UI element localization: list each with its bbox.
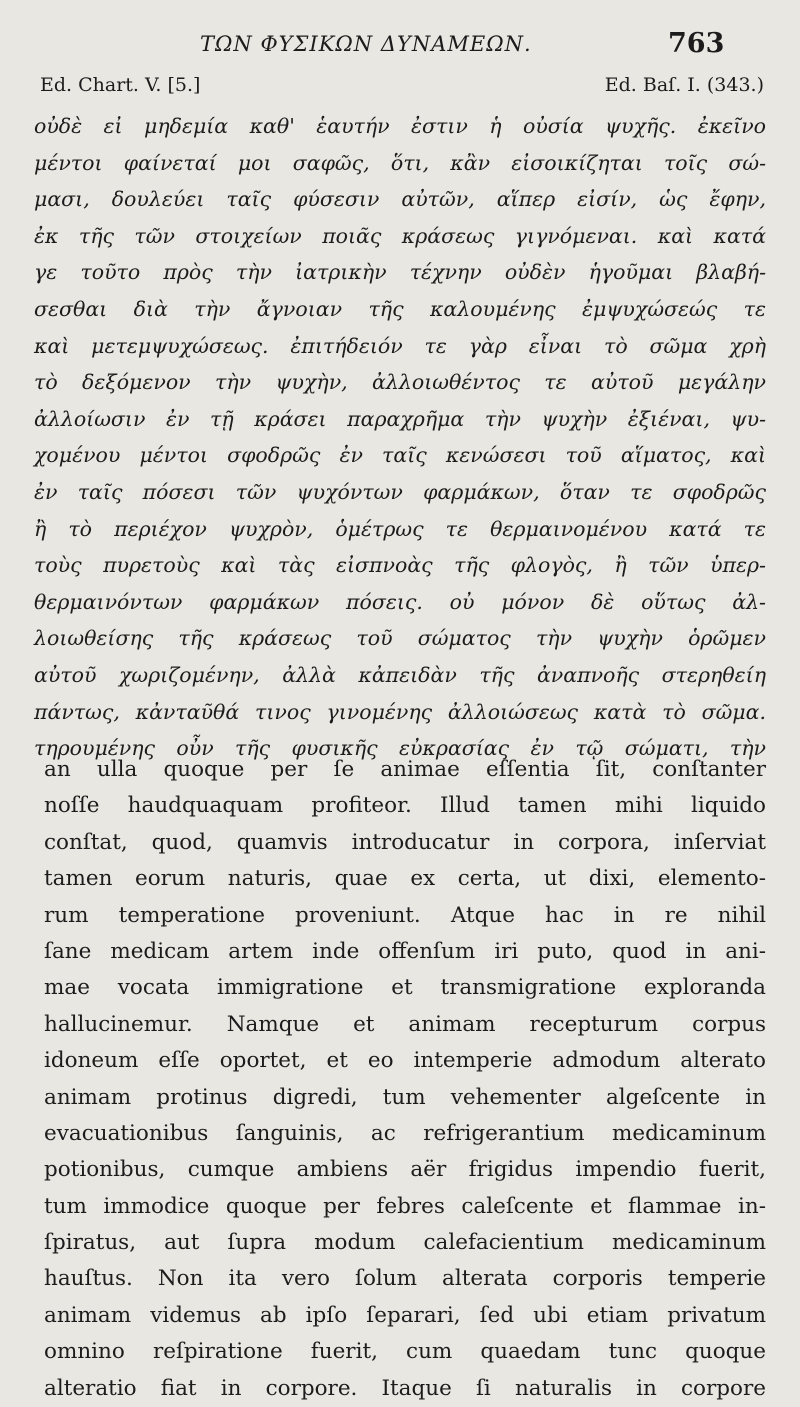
latin-text-line: conſtat, quod, quamvis introducatur in corpora, inſerviat	[44, 829, 766, 855]
edition-reference-right: Ed. Baſ. I. (343.)	[604, 74, 764, 96]
latin-text-line: animam protinus digredi, tum vehementer algeſcente in	[44, 1084, 766, 1110]
greek-text-line: λοιωθείσης τῆς κράσεως τοῦ σώματος τὴν ψυχὴν ὁρῶμεν	[34, 626, 766, 651]
latin-text-line: tum immodice quoque per febres caleſcente et flammae in-	[44, 1193, 766, 1219]
greek-text-line: ἐκ τῆς τῶν στοιχείων ποιᾶς κράσεως γιγνόμεναι. καὶ κατά	[34, 223, 766, 248]
edition-line	[40, 74, 764, 102]
greek-text-line: τὸ δεξόμενον τὴν ψυχὴν, ἀλλοιωθέντος τε αὐτοῦ μεγάλην	[34, 370, 766, 395]
latin-text-line: mae vocata immigratione et transmigratione exploranda	[44, 975, 766, 1001]
greek-text-line: γε τοῦτο πρὸς τὴν ἰατρικὴν τέχνην οὐδὲν ἡγοῦμαι βλαβή-	[34, 260, 766, 285]
greek-text-line: θερμαινόντων φαρμάκων πόσεις. οὐ μόνον δὲ οὕτως ἀλ-	[34, 589, 766, 614]
latin-text-line: hallucinemur. Namque et animam recepturum corpus	[44, 1011, 766, 1037]
running-head	[0, 28, 800, 62]
latin-text-line: tamen eorum naturis, quae ex certa, ut dixi, elemento-	[44, 866, 766, 892]
greek-text-line: ἐν ταῖς πόσεσι τῶν ψυχόντων φαρμάκων, ὅταν τε σφοδρῶς	[34, 479, 766, 504]
latin-text-block	[44, 752, 766, 1407]
greek-text-line: ἢ τὸ περιέχον ψυχρὸν, ὁμέτρως τε θερμαινομένου κατά τε	[34, 516, 766, 541]
greek-text-line: αὐτοῦ χωριζομένην, ἀλλὰ κἀπειδὰν τῆς ἀναπνοῆς στερηθείη	[34, 662, 766, 687]
greek-text-line: πάντως, κἀνταῦθά τινος γινομένης ἀλλοιώσεως κατὰ τὸ σῶμα.	[34, 699, 766, 724]
greek-text-line: ἀλλοίωσιν ἐν τῇ κράσει παραχρῆμα τὴν ψυχὴν ἐξιέναι, ψυ-	[34, 406, 766, 431]
greek-text-line: χομένου μέντοι σφοδρῶς ἐν ταῖς κενώσεσι τοῦ αἵματος, καὶ	[34, 443, 766, 468]
latin-text-line: omnino reſpiratione fuerit, cum quaedam tunc quoque	[44, 1339, 766, 1365]
latin-text-line: ſane medicam artem inde offenſum iri puto, quod in ani-	[44, 938, 766, 964]
greek-text-line: οὐδὲ εἰ μηδεμία καθ' ἑαυτήν ἐστιν ἡ οὐσία ψυχῆς. ἐκεῖνο	[34, 114, 766, 138]
page-number: 763	[668, 28, 725, 59]
latin-text-line: hauſtus. Non ita vero ſolum alterata corporis temperie	[44, 1266, 766, 1292]
latin-text-line: alteratio fiat in corpore. Itaque ſi naturalis in corpore	[44, 1375, 766, 1401]
greek-text-line: καὶ μετεμψυχώσεως. ἐπιτήδειόν τε γὰρ εἶναι τὸ σῶμα χρὴ	[34, 333, 766, 358]
latin-text-line: an ulla quoque per ſe animae eſſentia ſit, conſtanter	[44, 757, 766, 782]
latin-text-line: evacuationibus ſanguinis, ac refrigerantium medicaminum	[44, 1120, 766, 1146]
greek-text-line: μέντοι φαίνεταί μοι σαφῶς, ὅτι, κἂν εἰσοικίζηται τοῖς σώ-	[34, 150, 766, 175]
edition-reference-left: Ed. Chart. V. [5.]	[40, 74, 201, 96]
latin-text-line: rum temperatione proveniunt. Atque hac in re nihil	[44, 902, 766, 928]
greek-text-line: τοὺς πυρετοὺς καὶ τὰς εἰσπνοὰς τῆς φλογὸς, ἢ τῶν ὑπερ-	[34, 553, 766, 578]
greek-text-line: μασι, δουλεύει ταῖς φύσεσιν αὐτῶν, αἵπερ εἰσίν, ὡς ἔφην,	[34, 187, 766, 212]
latin-text-line: potionibus, cumque ambiens aër frigidus impendio fuerit,	[44, 1157, 766, 1183]
running-title: ΤΩΝ ΦΥΣΙΚΩΝ ΔΥΝΑΜΕΩΝ.	[200, 32, 532, 56]
greek-text-block	[34, 108, 766, 767]
greek-text-line: τηρουμένης οὖν τῆς φυσικῆς εὐκρασίας ἐν τῷ σώματι, τὴν	[34, 736, 766, 761]
greek-text-line: σεσθαι διὰ τὴν ἄγνοιαν τῆς καλουμένης ἐμψυχώσεώς τε	[34, 296, 766, 321]
latin-text-line: animam videmus ab ipſo ſeparari, ſed ubi etiam privatum	[44, 1302, 766, 1328]
latin-text-line: ſpiratus, aut ſupra modum calefacientium medicaminum	[44, 1230, 766, 1256]
latin-text-line: noſſe haudquaquam profiteor. Illud tamen mihi liquido	[44, 793, 766, 819]
latin-text-line: idoneum eſſe oportet, et eo intemperie admodum alterato	[44, 1048, 766, 1074]
